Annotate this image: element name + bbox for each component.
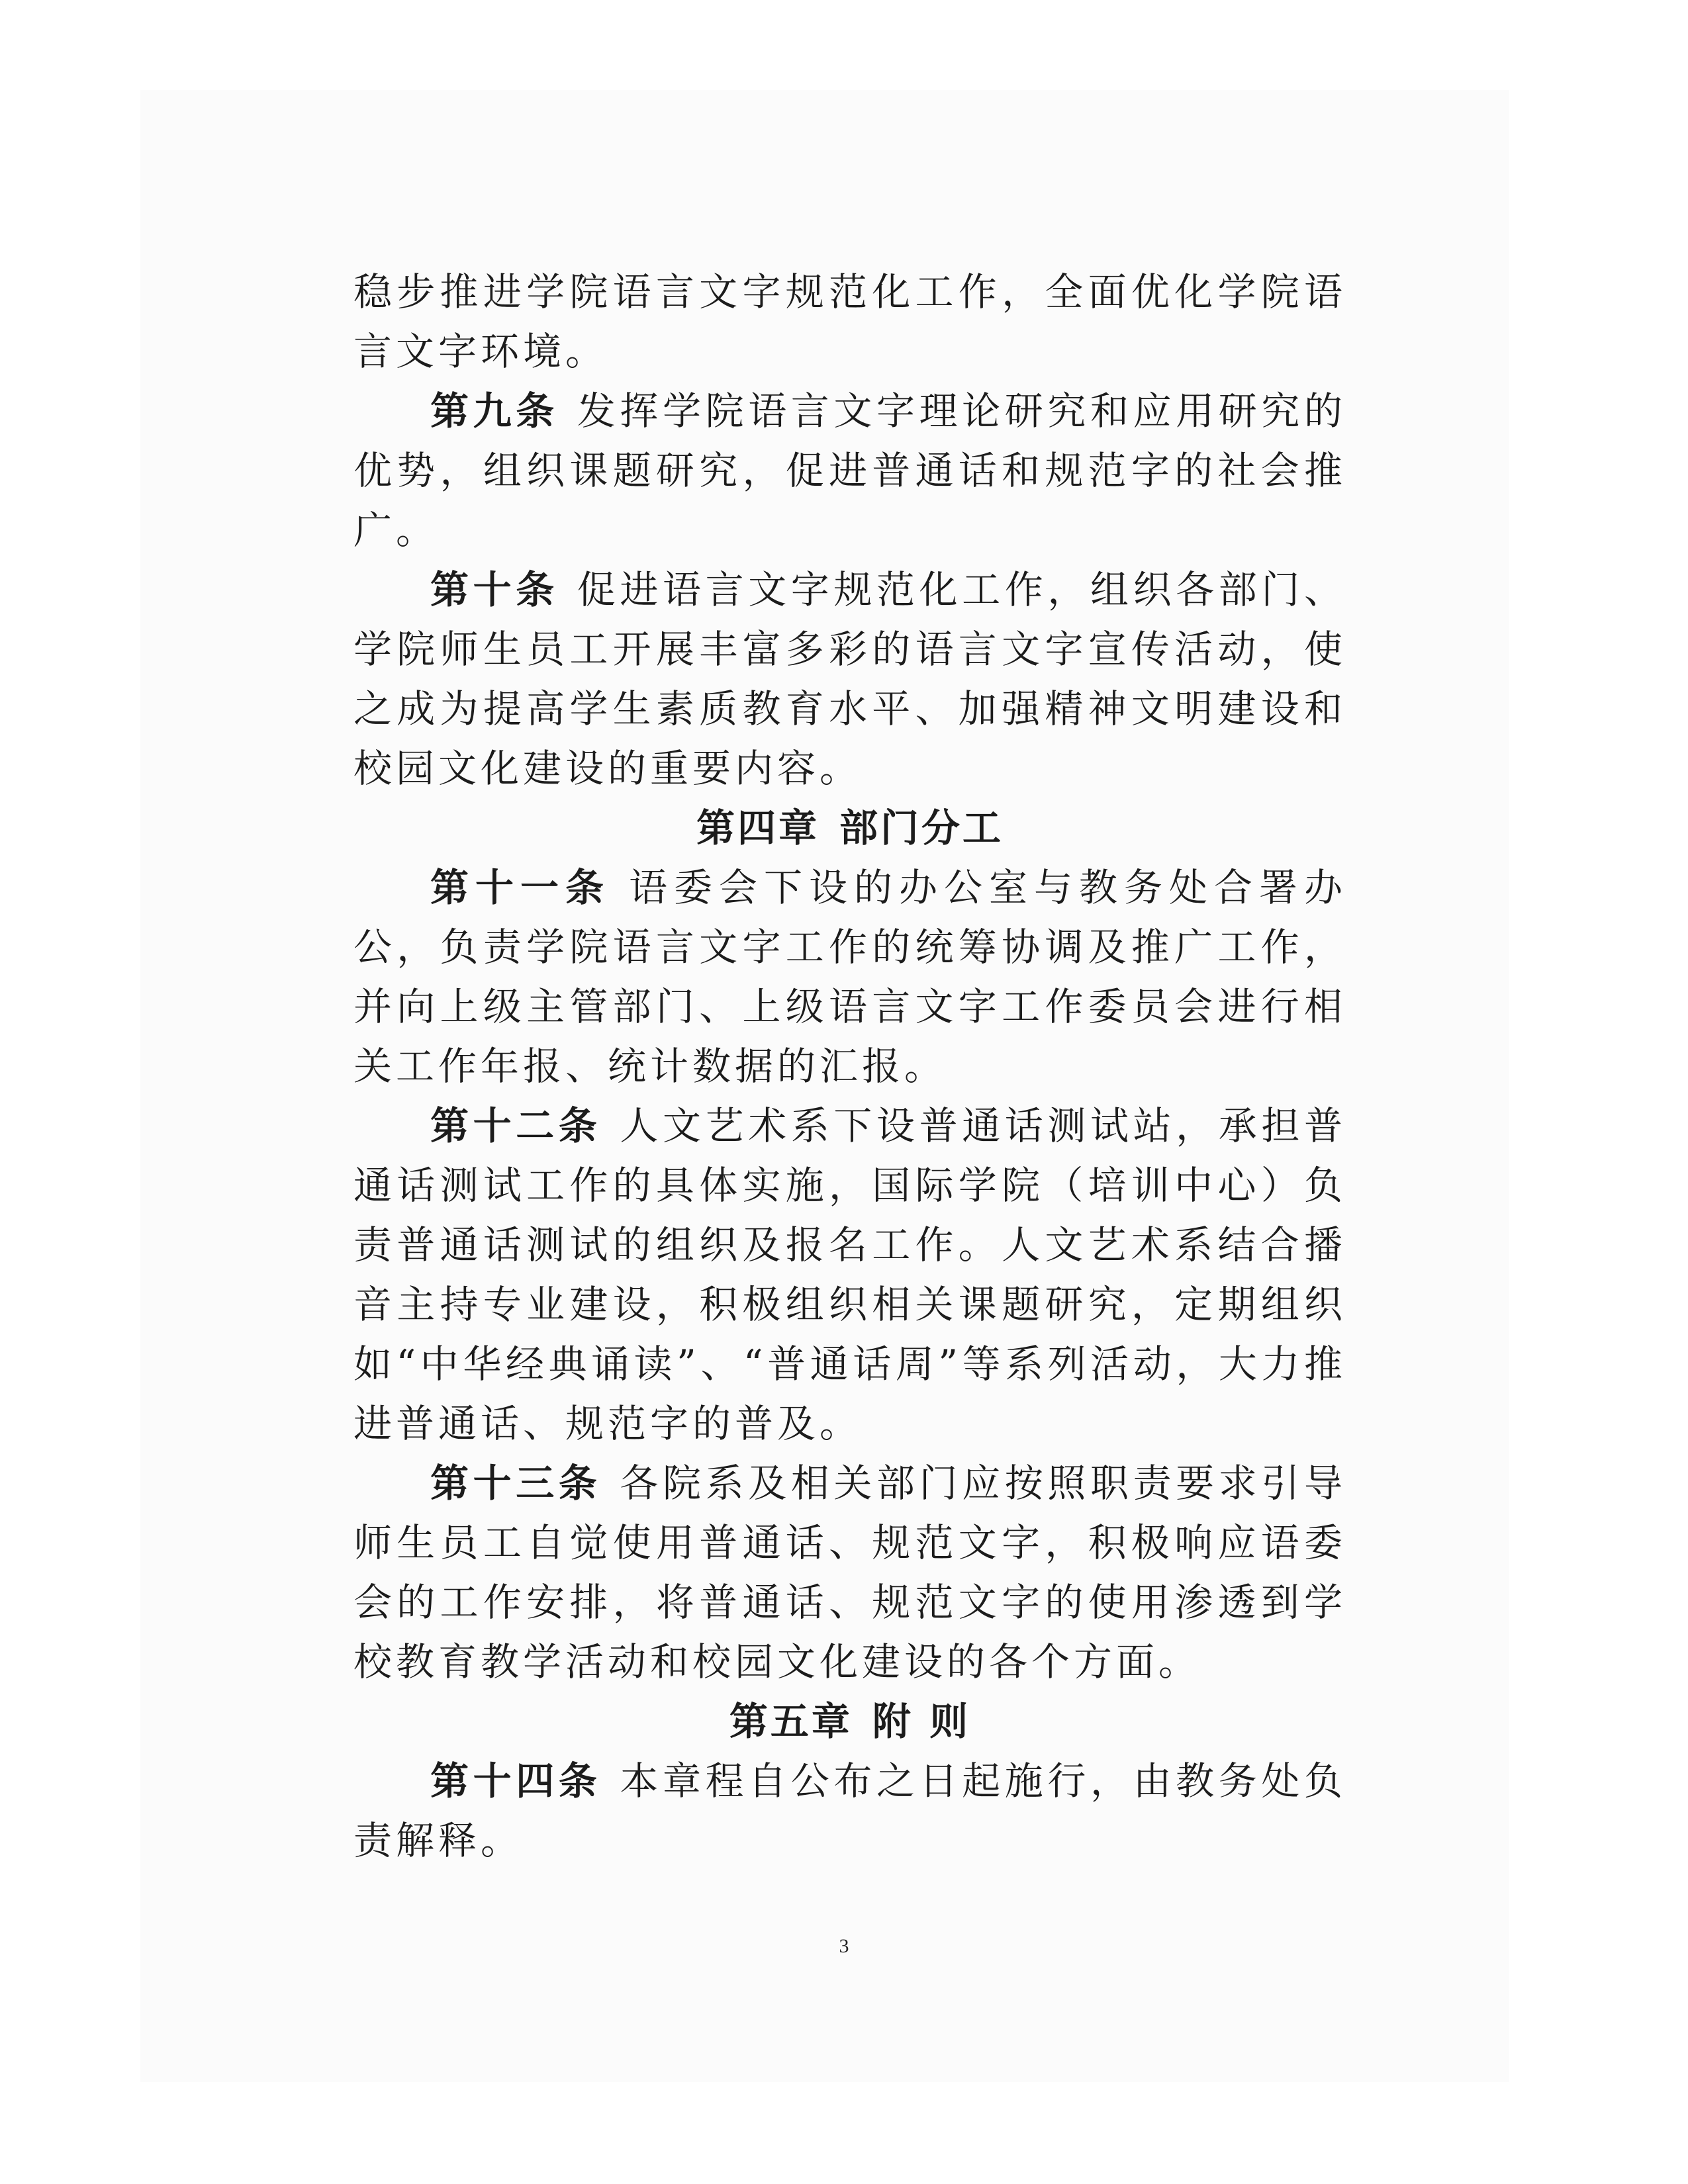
article-11 <box>353 858 1346 1096</box>
article-number: 第十条 <box>430 567 559 612</box>
article-14 <box>353 1751 1346 1870</box>
article-number: 第十三条 <box>430 1461 602 1506</box>
article-text: 本章程自公布之日起施行，由教务处负责解释。 <box>353 1758 1346 1863</box>
chapter-5-heading <box>353 1692 1346 1751</box>
article-9 <box>353 381 1346 560</box>
article-number: 第十一条 <box>430 865 610 910</box>
page-number: 3 <box>839 1935 849 1957</box>
article-10 <box>353 560 1346 798</box>
chapter-title: 部门分工 <box>839 805 1004 850</box>
article-13 <box>353 1453 1346 1692</box>
document-body <box>353 262 1346 1870</box>
article-text: 语委会下设的办公室与教务处合署办公，负责学院语言文字工作的统筹协调及推广工作，并向上级主管部门、上级语言文字工作委员会进行相关工作年报、统计数据的汇报。 <box>353 865 1346 1089</box>
article-number: 第十四条 <box>430 1758 602 1803</box>
article-number: 第十二条 <box>430 1103 602 1148</box>
article-text: 促进语言文字规范化工作，组织各部门、学院师生员工开展丰富多彩的语言文字宣传活动，使之成为提高学生素质教育水平、加强精神文明建设和校园文化建设的重要内容。 <box>353 567 1346 791</box>
chapter-title: 附 则 <box>872 1699 971 1744</box>
article-12 <box>353 1096 1346 1453</box>
chapter-number: 第四章 <box>696 805 820 850</box>
continuation-paragraph: 稳步推进学院语言文字规范化工作，全面优化学院语言文字环境。 <box>353 269 1346 374</box>
chapter-4-heading <box>353 798 1346 858</box>
article-text: 各院系及相关部门应按照职责要求引导师生员工自觉使用普通话、规范文字，积极响应语委会的工作安排，将普通话、规范文字的使用渗透到学校教育教学活动和校园文化建设的各个方面。 <box>353 1461 1346 1684</box>
article-number: 第九条 <box>430 388 559 433</box>
chapter-number: 第五章 <box>729 1699 853 1744</box>
article-text: 人文艺术系下设普通话测试站，承担普通话测试工作的具体实施，国际学院（培训中心）负责普通话测试的组织及报名工作。人文艺术系结合播音主持专业建设，积极组织相关课题研究，定期组织如“中华经典诵读”、“普通话周”等系列活动，大力推进普通话、规范字的普及。 <box>353 1103 1346 1446</box>
article-text: 发挥学院语言文字理论研究和应用研究的优势，组织课题研究，促进普通话和规范字的社会推广。 <box>353 388 1346 553</box>
